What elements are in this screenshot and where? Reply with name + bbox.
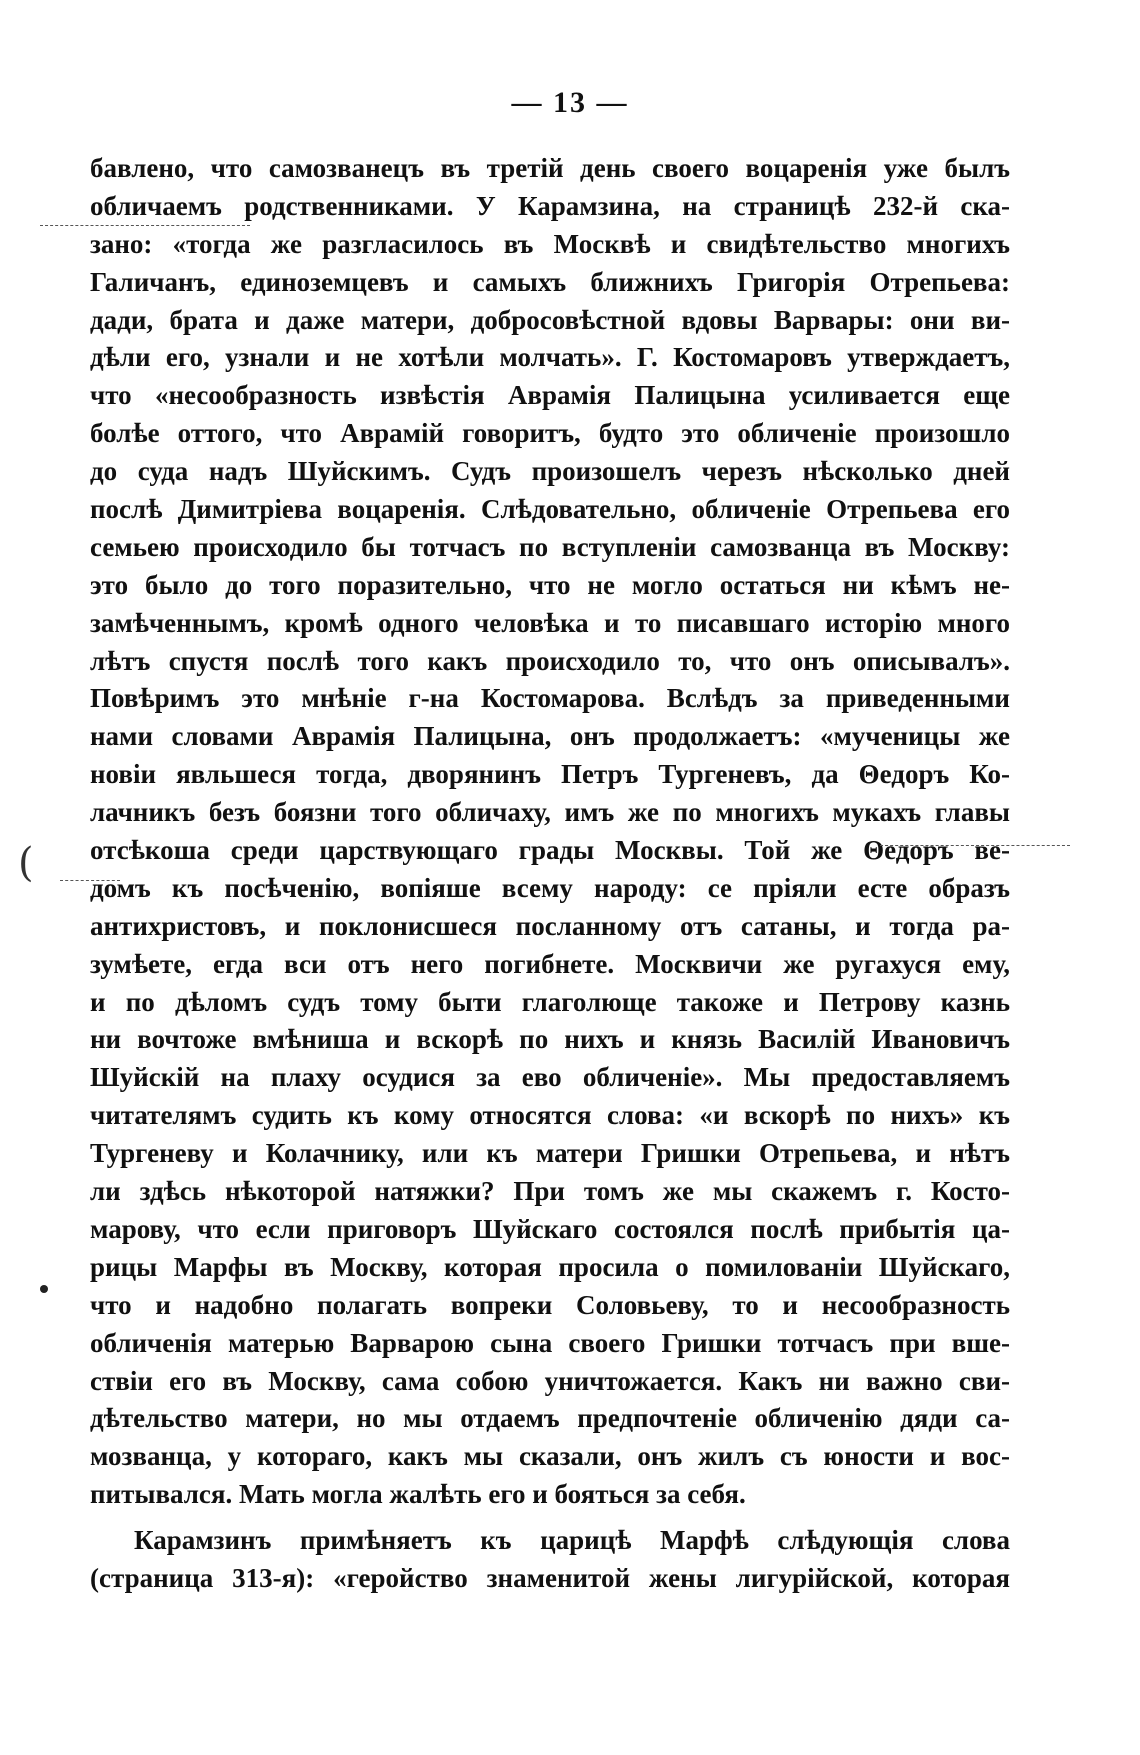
pencil-bracket-icon: (	[18, 840, 34, 886]
text-line: бавлено, что самозванецъ въ третій день своего воцаренія уже былъ	[90, 153, 1010, 183]
text-line: питывался. Мать могла жалѣть его и бояться за себя.	[90, 1479, 746, 1510]
paragraph-1	[90, 150, 1010, 1514]
text-line: до суда надъ Шуйскимъ. Судъ произошелъ черезъ нѣсколько дней	[90, 456, 1010, 487]
paragraph-2	[90, 1522, 1010, 1598]
text-line: ли здѣсь нѣкоторой натяжки? При томъ же мы скажемъ г. Косто-	[90, 1176, 1010, 1207]
text-line: марову, что если приговоръ Шуйскаго состоялся послѣ прибытія ца-	[90, 1213, 1010, 1244]
text-line: что и надобно полагать вопреки Соловьеву, то и несообразность	[90, 1289, 1010, 1320]
text-line: обличаемъ родственниками. У Карамзина, на страницѣ 232-й ска-	[90, 190, 1010, 221]
text-line: читателямъ судить къ кому относятся слова: «и вскорѣ по нихъ» къ	[90, 1100, 1010, 1131]
text-line: дѣтельство матери, но мы отдаемъ предпочтеніе обличенію дяди са-	[90, 1403, 1010, 1434]
text-line: антихристовъ, и поклонисшеся посланному отъ сатаны, и тогда ра-	[90, 910, 1010, 941]
pencil-underline	[40, 225, 250, 226]
text-line: Повѣримъ это мнѣніе г-на Костомарова. Вслѣдъ за приведенными	[90, 683, 1010, 714]
text-line: дади, брата и даже матери, добросовѣстной вдовы Варвары: они ви-	[90, 304, 1010, 335]
text-line: лѣтъ спустя послѣ того какъ происходило то, что онъ описывалъ».	[90, 645, 1010, 676]
text-line: домъ къ посѣченію, вопіяше всему народу: се пріяли есте образъ	[90, 872, 1010, 903]
text-line: зано: «тогда же разгласилось въ Москвѣ и свидѣтельство многихъ	[90, 228, 1010, 259]
text-line: (страница 313-я): «геройство знаменитой жены лигурійской, которая	[90, 1562, 1010, 1593]
text-line: Шуйскій на плаху осудися за ево обличеніе». Мы предоставляемъ	[90, 1062, 1010, 1093]
text-line: послѣ Димитріева воцаренія. Слѣдовательно, обличеніе Отрепьева его	[90, 494, 1010, 525]
paragraph-gap	[90, 1514, 1010, 1522]
text-line: рицы Марфы въ Москву, которая просила о помилованіи Шуйскаго,	[90, 1251, 1010, 1282]
text-line: болѣе оттого, что Аврамій говоритъ, будто это обличеніе произошло	[90, 418, 1010, 449]
text-line: и по дѣломъ судъ тому быти глаголюще такоже и Петрову казнь	[90, 986, 1010, 1017]
text-line: ни вочтоже вмѣниша и вскорѣ по нихъ и князь Василій Ивановичъ	[90, 1024, 1010, 1055]
pencil-underline	[60, 880, 120, 881]
text-line: Карамзинъ примѣняетъ къ царицѣ Марфѣ слѣдующія слова	[134, 1525, 1010, 1556]
page-number: — 13 —	[511, 86, 629, 119]
text-line: замѣченнымъ, кромѣ одного человѣка и то писавшаго исторію много	[90, 607, 1010, 638]
text-line: семьею происходило бы тотчасъ по вступленіи самозванца въ Москву:	[90, 531, 1010, 562]
ink-dot-icon	[40, 1285, 48, 1293]
text-line: отсѣкоша среди царствующаго грады Москвы. Той же Θедоръ ве-	[90, 835, 1010, 866]
text-line: Галичанъ, единоземцевъ и самыхъ ближнихъ Григорія Отрепьева:	[90, 266, 1010, 297]
text-line: ствіи его въ Москву, сама собою уничтожается. Какъ ни важно сви-	[90, 1365, 1010, 1396]
text-line: новіи явльшеся тогда, дворянинъ Петръ Тургеневъ, да Θедоръ Ко-	[90, 759, 1010, 790]
text-line: зумѣете, егда вси отъ него погибнете. Москвичи же ругахуся ему,	[90, 948, 1010, 979]
text-line: дѣли его, узнали и не хотѣли молчать». Г. Костомаровъ утверждаетъ,	[90, 342, 1010, 373]
text-line: это было до того поразительно, что не могло остаться ни кѣмъ не-	[90, 569, 1010, 600]
text-line: Тургеневу и Колачнику, или къ матери Гришки Отрепьева, и нѣтъ	[90, 1138, 1010, 1169]
text-line: нами словами Аврамія Палицына, онъ продолжаетъ: «мученицы же	[90, 721, 1010, 752]
text-line: что «несообразность извѣстія Аврамія Палицына усиливается еще	[90, 380, 1010, 411]
text-line: обличенія матерью Варварою сына своего Гришки тотчасъ при вше-	[90, 1327, 1010, 1358]
text-line: лачникъ безъ боязни того обличаху, имъ же по многихъ мукахъ главы	[90, 797, 1010, 828]
text-line: мозванца, у котораго, какъ мы сказали, онъ жилъ съ юности и вос-	[90, 1441, 1010, 1472]
body-text	[90, 150, 1010, 1598]
pencil-underline	[880, 845, 1070, 846]
